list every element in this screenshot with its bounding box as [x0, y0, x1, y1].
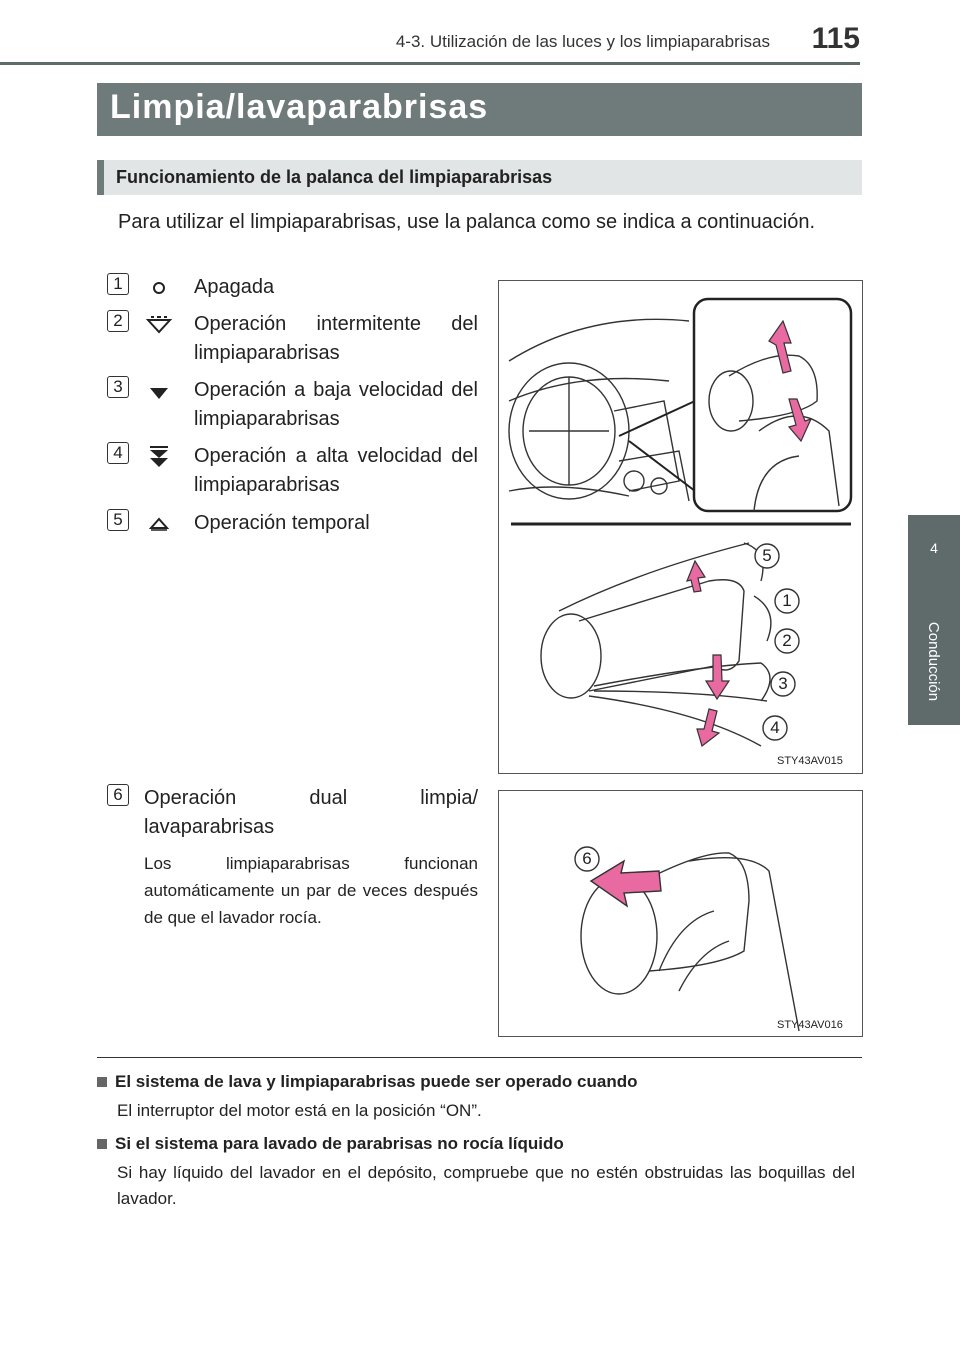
figure-callout: 6 — [582, 849, 592, 868]
note-block — [97, 1072, 862, 1124]
item-number: 6 — [107, 784, 129, 806]
high-speed-icon — [146, 444, 172, 470]
wiper-lever-figure — [498, 280, 863, 774]
figure-callout: 4 — [770, 718, 780, 737]
chapter-label-wrap — [908, 606, 960, 716]
dual-wash-figure — [498, 790, 863, 1037]
item-text: Operación a baja velocidad del limpiaparabrisas — [194, 379, 478, 430]
note-heading-text: Si el sistema para lavado de parabrisas no rocía líquido — [115, 1134, 564, 1153]
off-circle-icon — [146, 275, 172, 301]
low-speed-icon — [146, 380, 172, 406]
item-text: Operación temporal — [194, 512, 370, 534]
section-divider — [97, 1057, 862, 1058]
note-body: El interruptor del motor está en la posición “ON”. — [117, 1101, 482, 1120]
page-number: 115 — [811, 22, 860, 55]
bullet-square-icon — [97, 1139, 107, 1149]
mist-icon — [146, 511, 172, 537]
note-heading — [97, 1072, 862, 1092]
page-title: Limpia/lavaparabrisas — [110, 88, 489, 126]
note-body: Si hay líquido del lavador en el depósito, compruebe que no estén obstruidas las boquillas del lavador. — [117, 1163, 855, 1208]
chapter-label: Conducción — [925, 621, 943, 701]
item-text: Operación a alta velocidad del limpiaparabrisas — [194, 445, 478, 496]
figure-code: STY43AV015 — [777, 755, 843, 767]
figure-callout: 3 — [778, 674, 788, 693]
item-number: 5 — [107, 509, 129, 531]
header-rule — [0, 62, 860, 65]
item-number: 3 — [107, 376, 129, 398]
section-subtitle: Funcionamiento de la palanca del limpiaparabrisas — [116, 167, 553, 187]
figure-callout: 1 — [782, 591, 792, 610]
item-number: 2 — [107, 310, 129, 332]
note-heading-text: El sistema de lava y limpiaparabrisas puede ser operado cuando — [115, 1072, 638, 1091]
chapter-number: 4 — [930, 540, 938, 556]
intermittent-wiper-icon — [146, 312, 172, 338]
figure-callout: 5 — [762, 546, 772, 565]
item-text: Operación intermitente del limpiaparabrisas — [194, 313, 478, 364]
figure-code: STY43AV016 — [777, 1019, 843, 1031]
figure-callout: 2 — [782, 631, 792, 650]
section-path: 4-3. Utilización de las luces y los limpiaparabrisas — [395, 32, 770, 51]
subtitle-marker — [97, 160, 104, 195]
note-block — [97, 1134, 862, 1212]
note-heading — [97, 1134, 862, 1154]
item-number: 4 — [107, 442, 129, 464]
item-note: Los limpiaparabrisas funcionan automáticamente un par de veces después de que el lavador rocía. — [144, 854, 478, 927]
item-text: Apagada — [194, 276, 275, 298]
item-number: 1 — [107, 273, 129, 295]
item-text: Operación dual limpia/ lavaparabrisas — [144, 787, 478, 838]
intro-paragraph: Para utilizar el limpiaparabrisas, use la palanca como se indica a continuación. — [118, 211, 816, 233]
bullet-square-icon — [97, 1077, 107, 1087]
